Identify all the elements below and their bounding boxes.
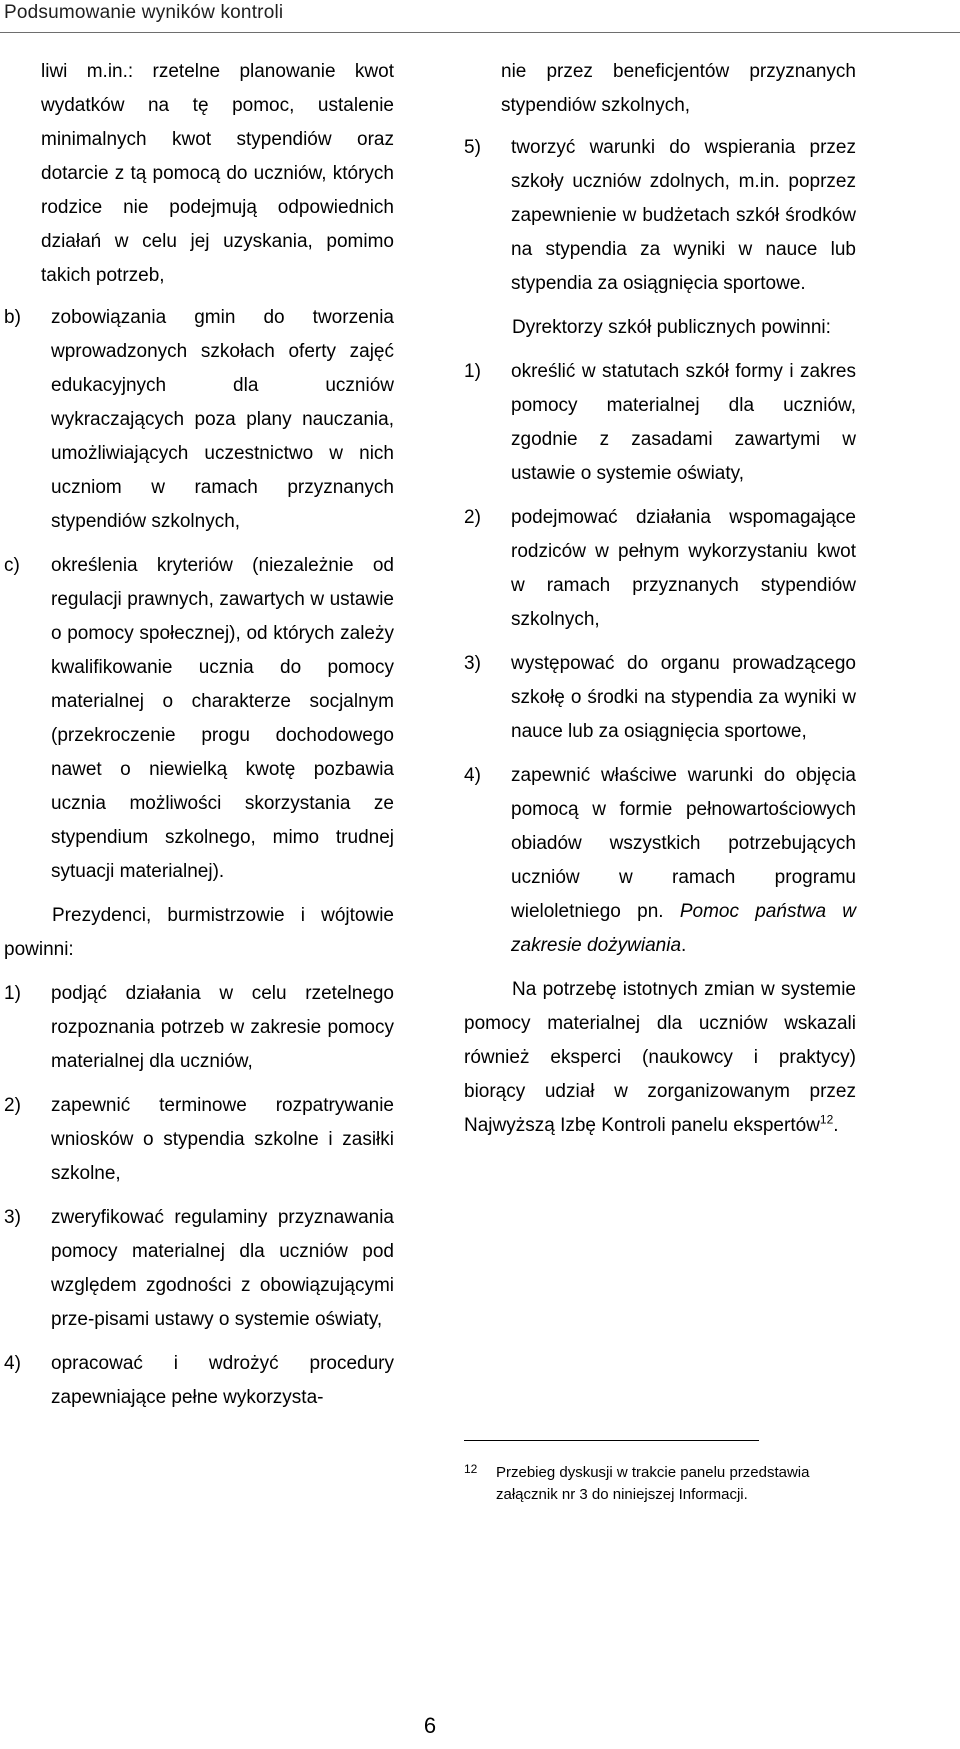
list-item-label: c) (4, 555, 20, 576)
page-header (0, 0, 960, 33)
list-item (464, 355, 856, 491)
list-item-label: b) (4, 307, 21, 328)
list-item (464, 647, 856, 749)
footnote-divider (464, 1440, 759, 1441)
list-item-text: zweryfikować regulaminy przyznawania pomocy materialnej dla uczniów pod względem zgodności z obowiązującymi prze-pisami ustawy o systemie oświaty, (51, 1207, 394, 1330)
footnote (464, 1462, 856, 1506)
paragraph-needs-text: Na potrzebę istotnych zmian w systemie pomocy materialnej dla uczniów wskazali również eksperci (naukowcy i praktycy) biorący udział w zorganizowanym przez Najwyższą Izbę Kontroli panelu ekspertów (464, 979, 856, 1136)
footnote-reference[interactable]: 12 (819, 1112, 834, 1127)
header-title: Podsumowanie wyników kontroli (4, 2, 284, 23)
list-item-label: 5) (464, 137, 481, 158)
list-item-text: określić w statutach szkół formy i zakres pomocy materialnej dla uczniów, zgodnie z zasadami zawartymi w ustawie o systemie oświaty, (511, 361, 856, 484)
left-column (4, 55, 394, 1425)
continued-text: liwi m.in.: rzetelne planowanie kwot wydatków na tę pomoc, ustalenie minimalnych kwot stypendiów oraz dotarcie z tą pomocą do uczniów, których rodzice nie podejmują odpowiednich działań w celu jej uzyskania, pomimo takich potrzeb, (41, 61, 394, 286)
paragraph-directors: Dyrektorzy szkół publicznych powinni: (512, 317, 831, 338)
list-item-text: zobowiązania gmin do tworzenia wprowadzonych szkołach oferty zajęć edukacyjnych dla uczniów wykraczających poza plany nauczania, umożliwiających uczestnictwo w nich uczniom w ramach przyznanych stypendiów szkolnych, (51, 307, 394, 532)
list-item (4, 1201, 394, 1337)
list-item-text: podjąć działania w celu rzetelnego rozpoznania potrzeb w zakresie pomocy materialnej dla uczniów, (51, 983, 394, 1072)
list-item-label: 1) (4, 983, 21, 1004)
list-item-text (511, 759, 856, 963)
page-number: 6 (423, 1713, 437, 1738)
paragraph-presidents: Prezydenci, burmistrzowie i wójtowie powinni: (4, 905, 394, 960)
list-item (4, 549, 394, 889)
continued-text: nie przez beneficjentów przyznanych stypendiów szkolnych, (501, 61, 856, 116)
list-item-text: tworzyć warunki do wspierania przez szkoły uczniów zdolnych, m.in. poprzez zapewnienie w budżetach szkół środków na stypendia za wyniki w nauce lub stypendia za osiągnięcia sportowe. (511, 137, 856, 294)
right-column (464, 55, 856, 1153)
list-item-text: opracować i wdrożyć procedury zapewniające pełne wykorzysta- (51, 1353, 394, 1408)
paragraph-needs (464, 973, 856, 1143)
list-item-text-main: zapewnić właściwe warunki do objęcia pomocą w formie pełnowartościowych obiadów wszystkich potrzebujących uczniów w ramach programu wieloletniego pn. (511, 765, 856, 922)
list-item-label: 3) (464, 653, 481, 674)
list-item (4, 1347, 394, 1415)
list-item (4, 977, 394, 1079)
paragraph-needs-end: . (833, 1115, 839, 1136)
list-item-label: 2) (4, 1095, 21, 1116)
list-item (464, 759, 856, 963)
list-item-text: występować do organu prowadzącego szkołę o środki na stypendia za wyniki w nauce lub za osiągnięcia sportowe, (511, 653, 856, 742)
list-item (4, 301, 394, 539)
list-item-label: 4) (4, 1353, 21, 1374)
list-item-text: podejmować działania wspomagające rodziców w pełnym wykorzystaniu kwot w ramach przyznanych stypendiów szkolnych, (511, 507, 856, 630)
list-item-text: zapewnić terminowe rozpatrywanie wniosków o stypendia szkolne i zasiłki szkolne, (51, 1095, 394, 1184)
program-name: Pomoc państwa w zakresie dożywiania (511, 901, 857, 956)
list-item (464, 501, 856, 637)
list-item-text: określenia kryteriów (niezależnie od regulacji prawnych, zawartych w ustawie o pomocy społecznej), od których zależy kwalifikowanie ucznia do pomocy materialnej o charakterze socjalnym (przekroczenie progu dochodowego nawet o niewielką kwotę pozbawia ucznia możliwości skorzystania ze stypendium szkolnego, mimo trudnej sytuacji materialnej). (51, 555, 394, 882)
footnote-number: 12 (464, 1462, 478, 1476)
list-item-label: 4) (464, 765, 481, 786)
list-item-label: 3) (4, 1207, 21, 1228)
list-item-label: 1) (464, 361, 481, 382)
footnote-text: Przebieg dyskusji w trakcie panelu przedstawia załącznik nr 3 do niniejszej Informacji. (496, 1464, 810, 1503)
list-item (464, 131, 856, 301)
list-item (4, 1089, 394, 1191)
list-item-label: 2) (464, 507, 481, 528)
list-item-text-end: . (681, 935, 687, 956)
